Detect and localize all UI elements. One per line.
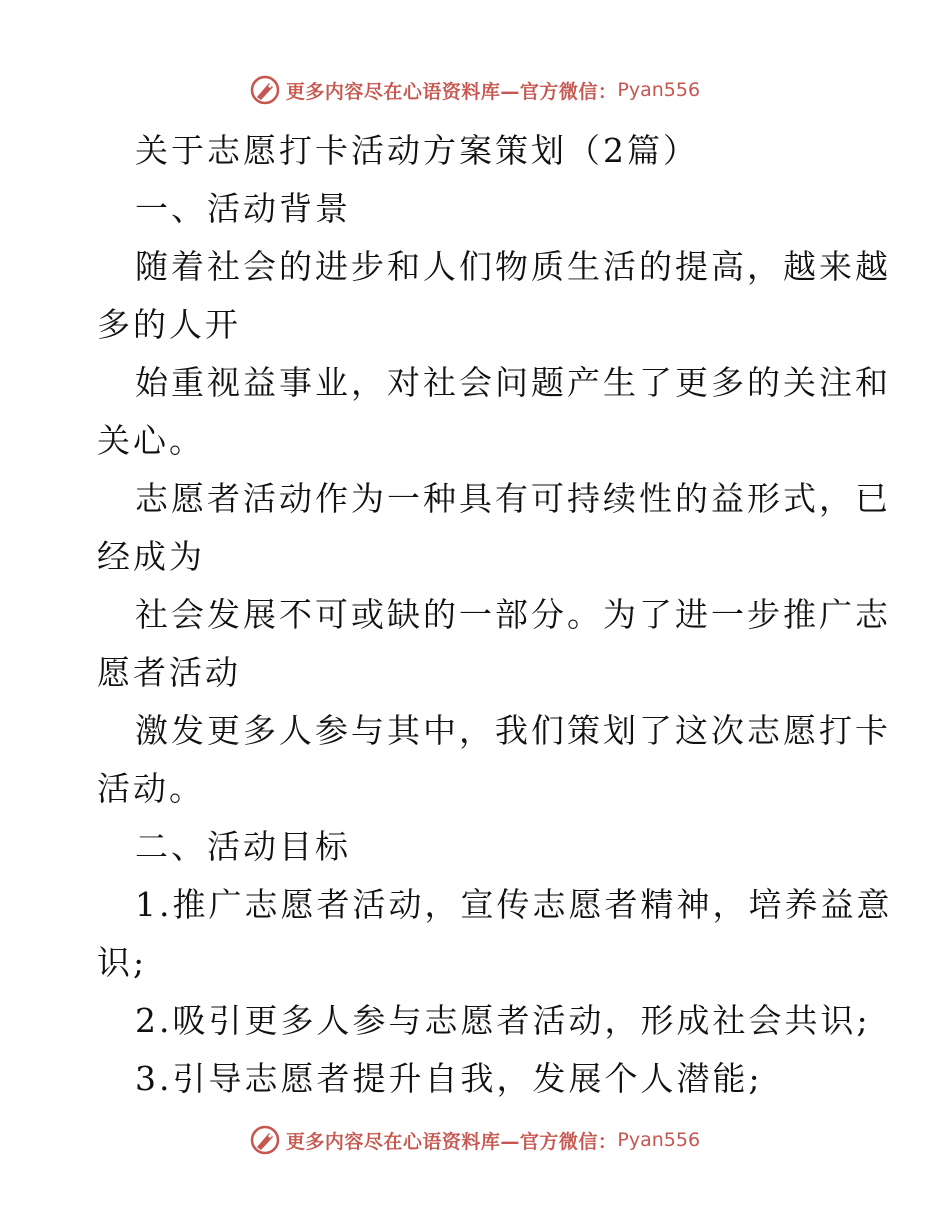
list-item: 3.引导志愿者提升自我，发展个人潜能; bbox=[135, 1059, 763, 1098]
header-banner bbox=[0, 70, 950, 110]
pen-nib-logo-icon bbox=[250, 75, 280, 105]
paragraph-line: 志愿者活动作为一种具有可持续性的益形式，已 bbox=[135, 479, 891, 518]
list-item-continuation: 识; bbox=[97, 943, 148, 982]
document-body bbox=[97, 122, 893, 1108]
paragraph-line: 愿者活动 bbox=[97, 653, 241, 692]
paragraph-line: 活动。 bbox=[97, 769, 205, 808]
paragraph-line: 激发更多人参与其中，我们策划了这次志愿打卡 bbox=[135, 711, 891, 750]
document-title: 关于志愿打卡活动方案策划（2篇） bbox=[135, 131, 699, 170]
paragraph-line: 关心。 bbox=[97, 421, 205, 460]
footer-banner-wechat-id: Pyan556 bbox=[617, 1129, 701, 1151]
list-item: 1.推广志愿者活动，宣传志愿者精神，培养益意 bbox=[135, 885, 893, 924]
paragraph-line: 社会发展不可或缺的一部分。为了进一步推广志 bbox=[135, 595, 891, 634]
header-banner-text: 更多内容尽在心语资料库—官方微信： bbox=[285, 80, 618, 103]
footer-banner-text: 更多内容尽在心语资料库—官方微信： bbox=[285, 1130, 618, 1153]
paragraph-line: 始重视益事业，对社会问题产生了更多的关注和 bbox=[135, 363, 891, 402]
section-heading: 二、活动目标 bbox=[135, 827, 351, 866]
section-heading: 一、活动背景 bbox=[135, 189, 351, 228]
list-item: 2.吸引更多人参与志愿者活动，形成社会共识; bbox=[135, 1001, 871, 1040]
header-banner-wechat-id: Pyan556 bbox=[617, 79, 701, 101]
pen-nib-logo-icon bbox=[250, 1125, 280, 1155]
paragraph-line: 多的人开 bbox=[97, 305, 241, 344]
paragraph-line: 经成为 bbox=[97, 537, 205, 576]
footer-banner bbox=[0, 1120, 950, 1160]
paragraph-line: 随着社会的进步和人们物质生活的提高，越来越 bbox=[135, 247, 891, 286]
